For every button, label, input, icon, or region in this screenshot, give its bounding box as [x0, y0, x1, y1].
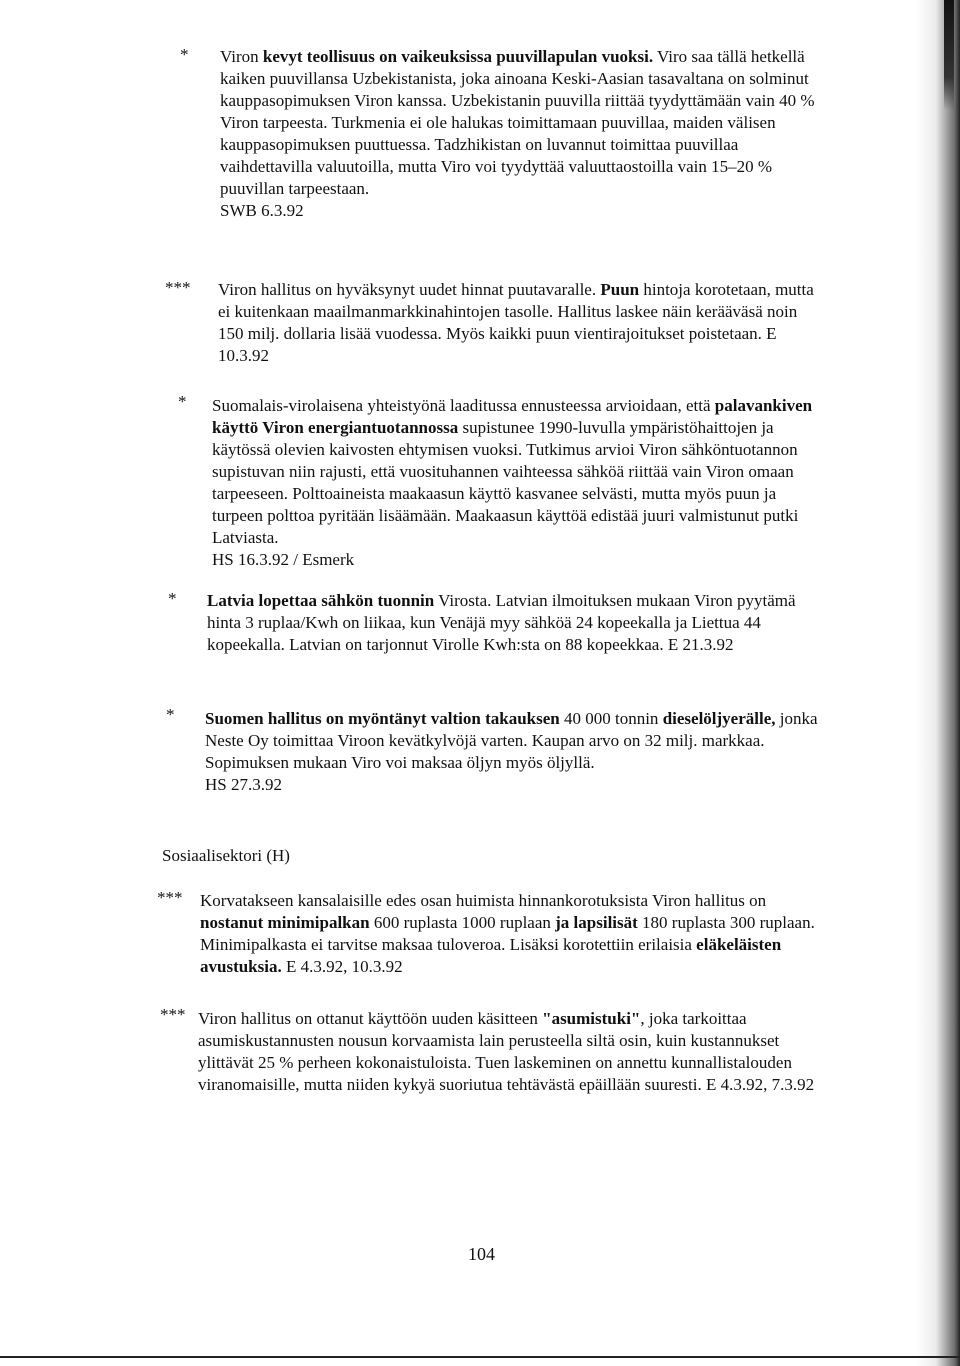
entry-marker: *: [166, 705, 175, 724]
body-text: Viron hallitus on hyväksynyt uudet hinnat puutavaralle.: [218, 280, 601, 299]
body-text: Viron: [220, 47, 263, 66]
entry-text: [212, 395, 824, 549]
body-text: Viron hallitus on ottanut käyttöön uuden käsitteen: [198, 1009, 543, 1028]
emphasis-text: palavankiven käyttö Viron energiantuotannossa: [212, 396, 813, 437]
news-entry: [207, 590, 823, 656]
entry-marker: *: [168, 589, 177, 608]
news-entry: [220, 46, 820, 222]
scan-bottom-edge: [0, 1356, 960, 1358]
body-text: Virosta. Latvian ilmoituksen mukaan Viron pyytämä hinta 3 ruplaa/Kwh on liikaa, kun Venäjä myy sähköä 24 kopeekalla ja Liettua 44 kopeekalla. Latvian on tarjonnut Virolle Kwh:sta on 88 kopeekkaa. E 21.3.92: [207, 591, 796, 654]
entry-text: [198, 1008, 822, 1096]
entry-marker: *: [180, 45, 189, 64]
news-entry: [205, 708, 823, 796]
body-text: 40 000 tonnin: [559, 709, 663, 728]
body-text: hintoja korotetaan, mutta ei kuitenkaan maailmanmarkkinahintojen tasolle. Hallitus laskee näin kerääväsä noin 150 milj. dollaria lisää vuodessa. Myös kaikki puun vientirajoitukset poistetaan. E 10.3.92: [218, 280, 814, 365]
emphasis-text: Suomen hallitus on myöntänyt valtion takauksen: [205, 709, 560, 728]
page-number: 104: [468, 1244, 495, 1264]
emphasis-text: eläkeläisten avustuksia.: [200, 935, 782, 976]
section-heading: Sosiaalisektori (H): [162, 846, 290, 865]
body-text: E 4.3.92, 10.3.92: [281, 957, 403, 976]
body-text: 600 ruplasta 1000 ruplaan: [369, 913, 556, 932]
body-text: jonka Neste Oy toimittaa Viroon kevätkylvöjä varten. Kaupan arvo on 32 milj. markkaa. Sopimuksen mukaan Viro voi maksaa öljyn myös öljyllä.: [205, 709, 818, 772]
entry-source: HS 27.3.92: [205, 775, 282, 794]
body-text: , joka tarkoittaa asumiskustannusten nousun korvaamista lain perusteella siltä osin, kuin kustannukset ylittävät 25 % perheen kokonaistuloista. Tuen laskeminen on annettu kunnallistalouden viranomaisille, mutta niiden kykyä suoriutua tehtävästä epäillään suuresti. E 4.3.92, 7.3.92: [198, 1009, 815, 1094]
body-text: Suomalais-virolaisena yhteistyönä laaditussa ennusteessa arvioidaan, että: [212, 396, 715, 415]
emphasis-text: nostanut minimipalkan: [200, 913, 370, 932]
entry-marker: ***: [157, 888, 183, 907]
entry-text: [200, 890, 820, 978]
emphasis-text: "asumistuki": [542, 1009, 641, 1028]
entry-text: [207, 590, 823, 656]
entry-text: [205, 708, 823, 774]
entry-source: SWB 6.3.92: [220, 201, 304, 220]
news-entry: [198, 1008, 822, 1096]
news-entry: [212, 395, 824, 571]
body-text: Korvatakseen kansalaisille edes osan huimista hinnankorotuksista Viron hallitus on: [200, 891, 767, 910]
emphasis-text: Latvia lopettaa sähkön tuonnin: [207, 591, 435, 610]
news-entry: [218, 279, 822, 367]
entry-text: [218, 279, 822, 367]
body-text: Viro saa tällä hetkellä kaiken puuvillansa Uzbekistanista, joka ainoana Keski-Aasian tasavaltana on solminut kauppasopimuksen Viron kanssa. Uzbekistanin puuvilla riittää tyydyttämään vain 40 % Viron tarpeesta. Turkmenia ei ole halukas toimittamaan puuvillaa, maiden välisen kauppasopimuksen puuttuessa. Tadzhikistan on luvannut toimittaa puuvillaa vaihdettavilla valuutoilla, mutta Viro voi tyydyttää valuuttaostoilla vain 15–20 % puuvillan tarpeestaan.: [220, 47, 815, 198]
emphasis-text: ja lapsilisät: [555, 913, 638, 932]
entry-text: [220, 46, 820, 200]
scan-edge-shadow: [916, 0, 960, 1366]
body-text: 180 ruplasta 300 ruplaan. Minimipalkasta ei tarvitse maksaa tuloveroa. Lisäksi korotettiin erilaisia: [200, 913, 815, 954]
news-entry: [200, 890, 820, 978]
body-text: supistunee 1990-luvulla ympäristöhaittojen ja käytössä olevien kaivosten ehtymisen vuoksi. Tutkimus arvioi Viron sähköntuotannon supistuvan niin rajusti, että vuosituhannen vaihteessa sähköä riittää vain Viron omaan tarpeeseen. Polttoaineista maakaasun käyttö kasvanee selvästi, mutta myös puun ja turpeen polttoa pyritään lisäämään. Maakaasun käyttöä edistää juuri valmistunut putki Latviasta.: [212, 418, 799, 547]
entry-marker: *: [178, 392, 187, 411]
entry-marker: ***: [165, 278, 191, 297]
scan-edge-mark: [944, 0, 954, 110]
entry-marker: ***: [160, 1005, 186, 1024]
emphasis-text: Puun: [600, 280, 640, 299]
emphasis-text: kevyt teollisuus on vaikeuksissa puuvillapulan vuoksi.: [262, 47, 654, 66]
emphasis-text: dieselöljyerälle,: [662, 709, 776, 728]
entry-source: HS 16.3.92 / Esmerk: [212, 550, 355, 569]
